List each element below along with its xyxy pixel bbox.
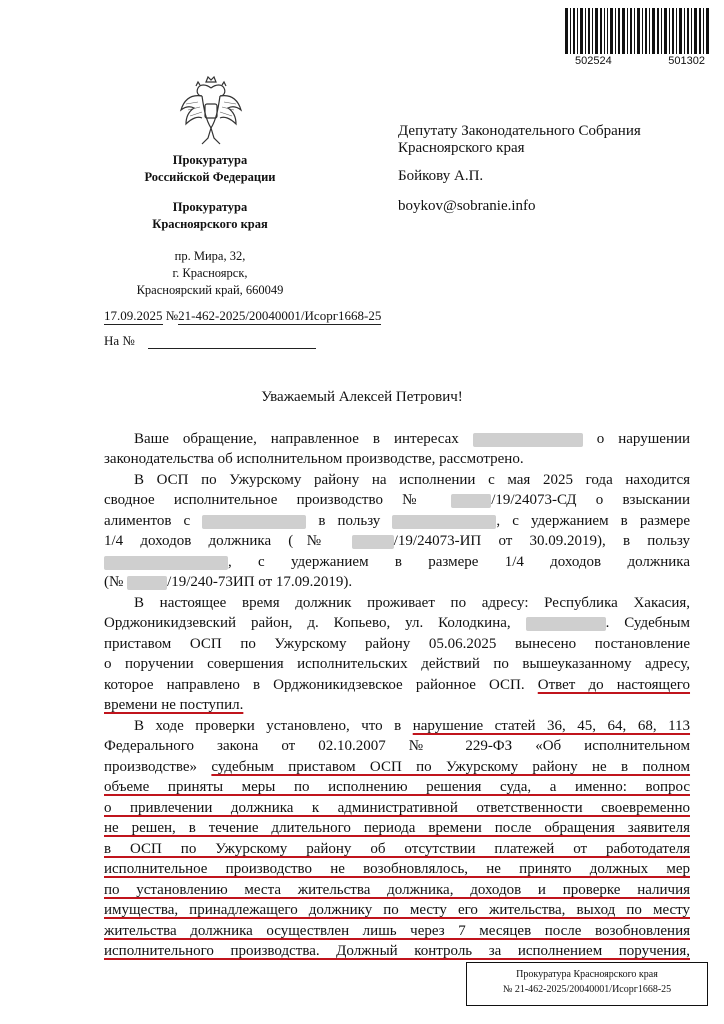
body-line: времени не поступил. [104, 697, 244, 713]
body-line: Ваше обращение, направленное в интересах о нарушении [134, 431, 691, 447]
redacted-name [202, 515, 306, 529]
outgoing-reference [104, 308, 381, 324]
body-line: приставом ОСП по Ужурскому району 05.06.2025 вынесено постановление [104, 636, 690, 652]
redacted-number [127, 576, 167, 590]
body-line: производстве» судебным приставом ОСП по Ужурскому району не в полном [104, 759, 691, 775]
sender-org-krasnoyarsk [80, 199, 340, 233]
body-line: в ОСП по Ужурскому району об отсутствии платежей от работодателя [104, 841, 690, 857]
sender-org2-line1: Прокуратура [172, 200, 248, 214]
reference-number: 21-462-2025/20040001/Исорг1668-25 [178, 308, 382, 323]
double-headed-eagle-emblem-icon [178, 74, 244, 148]
redacted-name [473, 433, 583, 447]
barcode [565, 8, 710, 54]
incoming-reference-label: На № [104, 333, 135, 348]
greeting: Уважаемый Алексей Петрович! [261, 389, 463, 405]
redacted-name [392, 515, 496, 529]
barcode-right-number: 501302 [668, 55, 705, 67]
body-line: (№ /19/240-73ИП от 17.09.2019). [104, 574, 353, 590]
body-line: В настоящее время должник проживает по адресу: Республика Хакасия, [134, 595, 690, 611]
recipient-email: boykov@sobranie.info [398, 198, 536, 214]
incoming-reference-blank [148, 348, 316, 349]
recipient-title [398, 123, 641, 157]
recipient-name: Бойкову А.П. [398, 168, 484, 184]
body-line: объеме приняты меры по исполнению решения суда, а именно: вопрос [104, 779, 690, 795]
redacted-name [104, 556, 228, 570]
sender-org2-line2: Красноярского края [152, 217, 268, 231]
body-line: законодательства об исполнительном производстве, рассмотрено. [104, 451, 524, 467]
body-line: В ОСП по Ужурскому району на исполнении с мая 2025 года находится [134, 472, 690, 488]
body-line: которое направлено в Орджоникидзевское районное ОСП. Ответ до настоящего [104, 677, 691, 693]
sender-address-line2: г. Красноярск, [172, 266, 248, 280]
sender-org1-line1: Прокуратура [172, 153, 248, 167]
body-line: Федерального закона от 02.10.2007 № 229-ФЗ «Об исполнительном [104, 738, 690, 754]
reference-date: 17.09.2025 [104, 308, 163, 323]
body-line: алиментов с в пользу , с удержанием в размере [104, 513, 691, 529]
body-line: исполнительное производство не возобновлялось, не принято должных мер [104, 861, 690, 877]
sender-address-line1: пр. Мира, 32, [174, 249, 246, 263]
body-line: , с удержанием в размере 1/4 доходов должника [104, 552, 690, 573]
registration-stamp [466, 962, 708, 1006]
sender-org1-line2: Российской Федерации [144, 170, 276, 184]
sender-address [80, 248, 340, 299]
body-line: по установлению места жительства должника, доходов и проверке наличия [104, 882, 690, 898]
recipient-line1: Депутату Законодательного Собрания [398, 123, 641, 139]
barcode-numbers [575, 55, 705, 67]
stamp-line1: Прокуратура Красноярского края [516, 969, 658, 980]
body-line: 1/4 доходов должника (№ /19/24073-ИП от 30.09.2019), в пользу [104, 533, 691, 549]
body-line: Орджоникидзевский район, д. Копьево, ул. Колодкина, . Судебным [104, 615, 691, 631]
redacted-number [352, 535, 394, 549]
reference-number-prefix: № [165, 308, 179, 323]
barcode-left-number: 502524 [575, 55, 612, 67]
body-line: сводное исполнительное производство № /19/24073-СД о взыскании [104, 492, 690, 508]
redacted-house-number [526, 617, 606, 631]
body-line: В ходе проверки установлено, что в нарушение статей 36, 45, 64, 68, 113 [134, 718, 691, 734]
body-line: о привлечении должника к административной ответственности своевременно [104, 800, 690, 816]
redacted-number [451, 494, 491, 508]
body-line: не решен, в течение длительного периода времени после обращения заявителя [104, 820, 690, 836]
recipient-line2: Красноярского края [398, 140, 525, 156]
stamp-line2: № 21-462-2025/20040001/Исорг1668-25 [502, 984, 672, 995]
body-line: исполнительного производства. Должный контроль за исполнением поручения, [104, 943, 690, 959]
body-line: имущества, принадлежащего должнику по месту его жительства, выход по месту [104, 902, 690, 918]
body-line: о поручении совершения исполнительских действий по вышеуказанному адресу, [104, 656, 690, 672]
body-line: жительства должника осуществлен лишь через 7 месяцев после возобновления [104, 923, 690, 939]
sender-address-line3: Красноярский край, 660049 [136, 283, 284, 297]
sender-org-russia [80, 152, 340, 186]
